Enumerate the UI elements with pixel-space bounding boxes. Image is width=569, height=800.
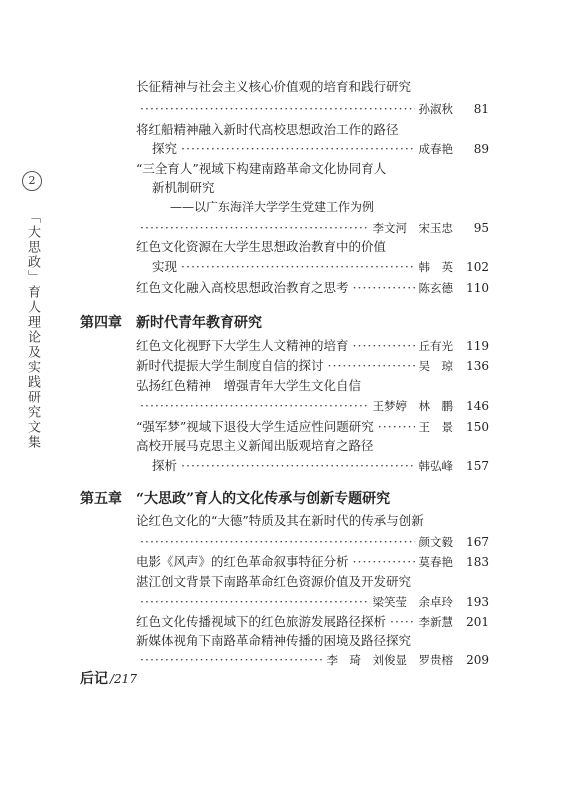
toc-entry-last-row [136, 651, 489, 669]
toc-author: 颜文毅 [418, 535, 453, 549]
toc-page: 95 [473, 221, 489, 235]
toc-author: 成春艳 [418, 142, 453, 156]
toc-author: 王 景 [418, 420, 453, 434]
toc-entry-subtitle: ——以广东海洋大学学生党建工作为例 [170, 200, 375, 214]
toc-entry: 探究 ····· 成春艳 89 [152, 140, 489, 158]
toc-entry [136, 100, 489, 118]
toc-page: 183 [466, 555, 489, 569]
leader-dots [140, 533, 415, 551]
toc-author: 孙淑秋 [418, 102, 453, 116]
toc-entry-title: 红色文化资源在大学生思想政治教育中的价值 [136, 239, 387, 254]
leader-dots [390, 613, 414, 631]
leader-dots [140, 651, 323, 669]
toc-entry-title: 论红色文化的“大德”特质及其在新时代的传承与创新 [136, 513, 424, 528]
toc-entry: 新时代提振大学生制度自信的探讨 ····· 吴 琼 136 [136, 357, 489, 375]
chapter-number: 第五章 [80, 491, 122, 507]
toc-page: 157 [466, 459, 489, 473]
toc-author: 陈玄德 [418, 281, 453, 295]
leader-dots [181, 258, 414, 276]
toc-author: 李新慧 [418, 615, 453, 629]
toc-entry-title: 新机制研究 [152, 180, 215, 195]
toc-entry-title: 新媒体视角下南路革命精神传播的困境及路径探究 [136, 633, 412, 648]
leader-dots [181, 140, 414, 158]
toc-entry [136, 533, 489, 551]
chapter-number: 第四章 [80, 315, 122, 331]
toc-page: 81 [473, 102, 489, 116]
toc-page: 201 [466, 615, 489, 629]
toc-page: 209 [466, 653, 489, 667]
toc-page: 193 [466, 595, 489, 609]
toc-page: 136 [466, 359, 489, 373]
toc-page: 89 [473, 142, 489, 156]
toc-entry-title: 长征精神与社会主义核心价值观的培育和践行研究 [136, 79, 412, 94]
toc-entry-title: 将红船精神融入新时代高校思想政治工作的路径 [136, 122, 399, 137]
toc-entry-title: 弘扬红色精神 增强青年大学生文化自信 [136, 378, 362, 393]
chapter-title: 新时代青年教育研究 [136, 315, 262, 331]
toc-author: 韩 英 [418, 260, 453, 274]
toc-page: 146 [466, 399, 489, 413]
toc-entry: 红色文化传播视域下的红色旅游发展路径探析 ····· 李新慧 201 [136, 613, 489, 631]
leader-dots [378, 418, 415, 436]
toc-page: 119 [466, 339, 489, 353]
postscript-page: /217 [110, 672, 137, 686]
toc-author: 韩弘峰 [418, 459, 453, 473]
toc-author: 李文河 宋玉忠 [372, 221, 453, 235]
leader-dots [140, 397, 369, 415]
toc-entry: 探析 ····· 韩弘峰 157 [152, 457, 489, 475]
postscript-entry [80, 668, 137, 688]
postscript-label: 后记 [80, 671, 108, 687]
toc-entry [136, 593, 489, 611]
toc-page: 167 [466, 535, 489, 549]
toc-page: 102 [466, 260, 489, 274]
chapter-heading [80, 313, 262, 333]
leader-dots [140, 219, 369, 237]
toc-author: 莫春艳 [418, 555, 453, 569]
chapter-title: “大思政”育人的文化传承与创新专题研究 [136, 491, 391, 507]
toc-page: 150 [466, 420, 489, 434]
toc-entry-title: “三全育人”视域下构建南路革命文化协同育人 [136, 161, 387, 176]
page-number: 2 [22, 171, 42, 191]
side-running-title: 「大思政」育人理论及实践研究文集 [25, 210, 40, 450]
toc-author: 梁笑莹 余卓玲 [372, 595, 453, 609]
toc-entry-title: 湛江创文背景下南路革命红色资源价值及开发研究 [136, 574, 412, 589]
chapter-heading [80, 489, 390, 509]
toc-entry [136, 219, 489, 237]
toc-author: 丘有光 [418, 339, 453, 353]
leader-dots [353, 553, 415, 571]
leader-dots [140, 100, 415, 118]
toc-page: 110 [466, 281, 489, 295]
leader-dots [353, 337, 415, 355]
toc-author: 李 琦 刘俊显 罗贵榕 [326, 653, 453, 667]
toc-entry: 实现 ····· 韩 英 102 [152, 258, 489, 276]
toc-entry: 电影《风声》的红色革命叙事特征分析 ····· 莫春艳 183 [136, 553, 489, 571]
toc-entry [136, 397, 489, 415]
toc-entry: 红色文化视野下大学生人文精神的培育 ····· 丘有光 119 [136, 337, 489, 355]
toc-author: 吴 琼 [418, 359, 453, 373]
leader-dots [140, 593, 369, 611]
leader-dots [353, 279, 415, 297]
toc-author: 王梦婷 林 鹏 [372, 399, 453, 413]
toc-entry: “强军梦”视域下退役大学生适应性问题研究 ····· 王 景 150 [136, 418, 489, 436]
leader-dots [181, 457, 414, 475]
toc-entry: 红色文化融入高校思想政治教育之思考 ····· 陈玄德 110 [136, 279, 489, 297]
leader-dots [328, 357, 415, 375]
toc-entry-title: 高校开展马克思主义新闻出版观培育之路径 [136, 438, 374, 453]
